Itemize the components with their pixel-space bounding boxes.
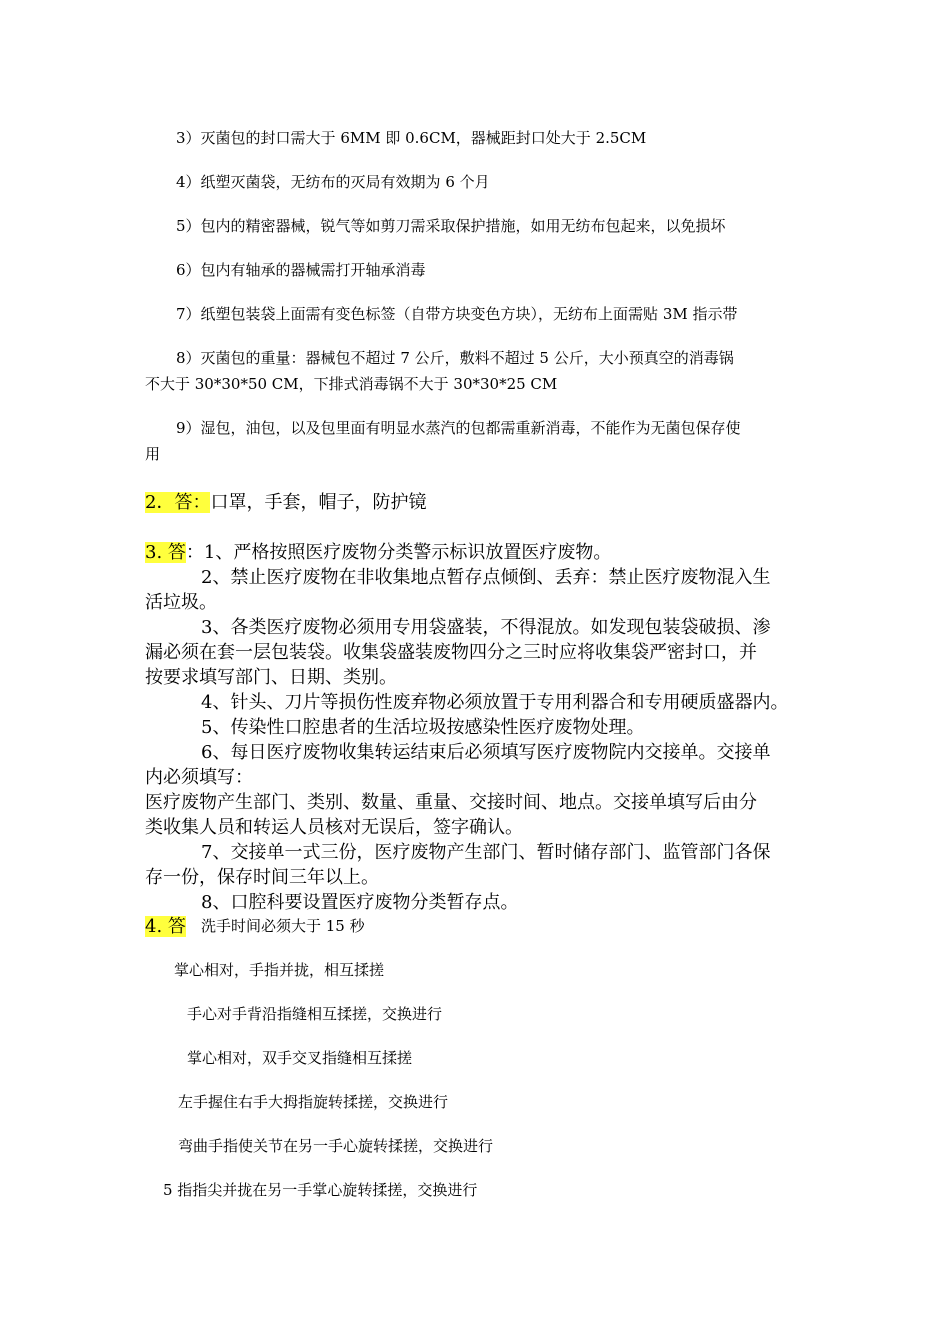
answer-2 <box>145 490 426 515</box>
answer-3-line: 内必须填写： <box>145 767 253 788</box>
answer-2-label: 2．答： <box>145 492 211 513</box>
item-8-line-2: 不大于 30*30*50 CM，下排式消毒锅不大于 30*30*25 CM <box>145 375 558 393</box>
answer-3-line: 存一份，保存时间三年以上。 <box>145 867 379 888</box>
item-9-line-2: 用 <box>145 445 161 463</box>
item-3: 3）灭菌包的封口需大于 6MM 即 0.6CM，器械距封口处大于 2.5CM <box>176 129 647 147</box>
answer-3-line: 医疗废物产生部门、类别、数量、重量、交接时间、地点。交接单填写后由分 <box>145 792 757 813</box>
item-5: 5）包内的精密器械，锐气等如剪刀需采取保护措施，如用无纺布包起来，以免损坏 <box>176 217 726 235</box>
answer-3-line: 4、针头、刀片等损伤性废弃物必须放置于专用利器合和专用硬质盛器内。 <box>201 692 789 713</box>
item-8-line-1: 8）灭菌包的重量：器械包不超过 7 公斤，敷料不超过 5 公斤，大小预真空的消毒锅 <box>176 349 734 367</box>
answer-2-text: 口罩，手套，帽子，防护镜 <box>210 492 427 513</box>
hand-wash-step: 掌心相对，双手交叉指缝相互揉搓 <box>187 1049 413 1067</box>
hand-wash-step: 手心对手背沿指缝相互揉搓，交换进行 <box>187 1005 443 1023</box>
item-4: 4）纸塑灭菌袋，无纺布的灭局有效期为 6 个月 <box>176 173 490 191</box>
answer-3-label: 3. 答 <box>145 542 186 563</box>
answer-3-line: 6、每日医疗废物收集转运结束后必须填写医疗废物院内交接单。交接单 <box>201 742 771 763</box>
answer-3-line: 2、禁止医疗废物在非收集地点暂存点倾倒、丢弃：禁止医疗废物混入生 <box>201 567 771 588</box>
hand-wash-step: 弯曲手指使关节在另一手心旋转揉搓，交换进行 <box>178 1137 494 1155</box>
answer-3-line: 活垃圾。 <box>145 592 217 613</box>
answer-3-line: 5、传染性口腔患者的生活垃圾按感染性医疗废物处理。 <box>201 717 645 738</box>
item-7: 7）纸塑包装袋上面需有变色标签（自带方块变色方块），无纺布上面需贴 3M 指示带 <box>176 305 738 323</box>
answer-3-line: 漏必须在套一层包装袋。收集袋盛装废物四分之三时应将收集袋严密封口，并 <box>145 642 757 663</box>
answer-4-label: 4. 答 <box>145 916 186 937</box>
answer-4-label-line <box>145 914 186 939</box>
answer-3-line: 按要求填写部门、日期、类别。 <box>145 667 397 688</box>
item-6: 6）包内有轴承的器械需打开轴承消毒 <box>176 261 426 279</box>
hand-wash-step: 左手握住右手大拇指旋转揉搓，交换进行 <box>178 1093 449 1111</box>
answer-3-line-1: 3. 答：1、严格按照医疗废物分类警示标识放置医疗废物。 <box>145 542 612 563</box>
answer-3-line: 类收集人员和转运人员核对无误后，签字确认。 <box>145 817 523 838</box>
item-9-line-1: 9）湿包，油包，以及包里面有明显水蒸汽的包都需重新消毒，不能作为无菌包保存使 <box>176 419 741 437</box>
answer-3-line: 7、交接单一式三份，医疗废物产生部门、暂时储存部门、监管部门各保 <box>201 842 771 863</box>
answer-3-line: 8、口腔科要设置医疗废物分类暂存点。 <box>201 892 519 913</box>
answer-3-line: 3、各类医疗废物必须用专用袋盛装，不得混放。如发现包装袋破损、渗 <box>201 617 771 638</box>
hand-wash-step: 5 指指尖并拢在另一手掌心旋转揉搓，交换进行 <box>163 1181 478 1199</box>
answer-4-intro: 洗手时间必须大于 15 秒 <box>201 917 365 935</box>
hand-wash-step: 掌心相对，手指并拢，相互揉搓 <box>174 961 385 979</box>
